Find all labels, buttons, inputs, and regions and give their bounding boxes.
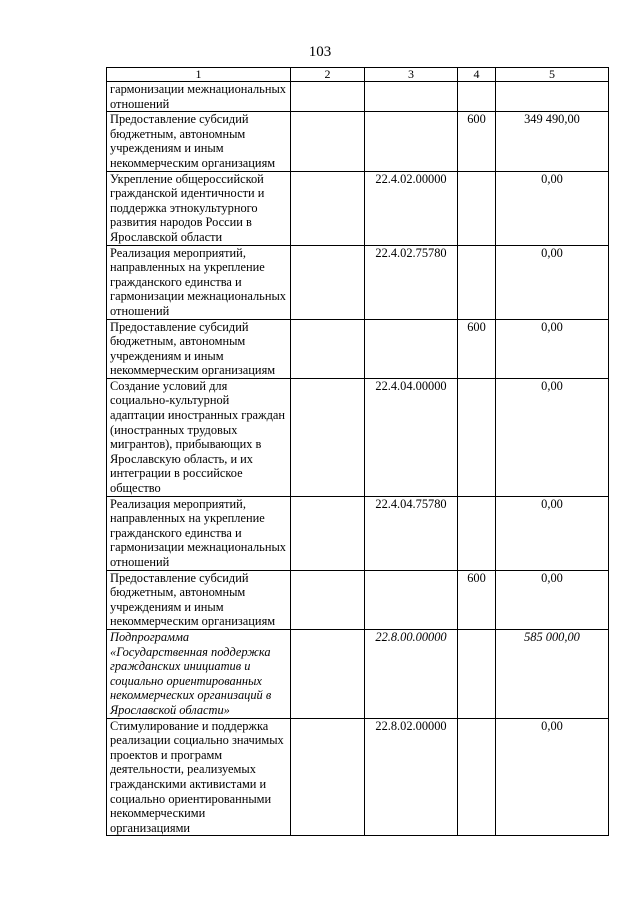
row-name: Создание условий для социально-культурной адаптации иностранных граждан (иностранных трудовых мигрантов), прибывающих в Ярославскую область, и их интеграции в российское общество — [107, 378, 291, 496]
row-code — [365, 82, 458, 112]
row-amount: 349 490,00 — [496, 112, 609, 171]
row-name: Предоставление субсидий бюджетным, автономным учреждениям и иным некоммерческим организациям — [107, 570, 291, 629]
row-kind: 600 — [458, 319, 496, 378]
table-row — [107, 171, 609, 245]
table-row — [107, 112, 609, 171]
header-row — [107, 68, 609, 82]
header-cell-3: 3 — [365, 68, 458, 82]
row-col2 — [291, 82, 365, 112]
table-row — [107, 319, 609, 378]
table-row — [107, 245, 609, 319]
budget-table — [106, 67, 609, 836]
row-name: Подпрограмма «Государственная поддержка гражданских инициатив и социально ориентированных некоммерческих организаций в Ярославской области» — [107, 629, 291, 718]
row-col2 — [291, 496, 365, 570]
row-code: 22.4.04.75780 — [365, 496, 458, 570]
row-amount: 585 000,00 — [496, 629, 609, 718]
row-code: 22.8.02.00000 — [365, 718, 458, 836]
row-code: 22.4.02.75780 — [365, 245, 458, 319]
table-row — [107, 718, 609, 836]
row-kind — [458, 378, 496, 496]
row-code: 22.4.04.00000 — [365, 378, 458, 496]
row-col2 — [291, 629, 365, 718]
row-amount: 0,00 — [496, 570, 609, 629]
header-cell-4: 4 — [458, 68, 496, 82]
row-amount: 0,00 — [496, 378, 609, 496]
row-col2 — [291, 171, 365, 245]
row-kind — [458, 82, 496, 112]
row-amount: 0,00 — [496, 171, 609, 245]
table-row — [107, 496, 609, 570]
row-kind — [458, 171, 496, 245]
row-col2 — [291, 319, 365, 378]
row-name: Реализация мероприятий, направленных на укрепление гражданского единства и гармонизации межнациональных отношений — [107, 245, 291, 319]
page-number: 103 — [308, 44, 332, 60]
row-code — [365, 112, 458, 171]
row-col2 — [291, 718, 365, 836]
row-amount: 0,00 — [496, 718, 609, 836]
row-name: Стимулирование и поддержка реализации социально значимых проектов и программ деятельности, реализуемых гражданскими активистами и социально ориентированными некоммерческими организациями — [107, 718, 291, 836]
row-amount: 0,00 — [496, 245, 609, 319]
row-kind: 600 — [458, 570, 496, 629]
row-name: Укрепление общероссийской гражданской идентичности и поддержка этнокультурного развития народов России в Ярославской области — [107, 171, 291, 245]
row-name: Предоставление субсидий бюджетным, автономным учреждениям и иным некоммерческим организациям — [107, 112, 291, 171]
row-code: 22.4.02.00000 — [365, 171, 458, 245]
row-kind: 600 — [458, 112, 496, 171]
row-amount: 0,00 — [496, 496, 609, 570]
row-kind — [458, 629, 496, 718]
row-code: 22.8.00.00000 — [365, 629, 458, 718]
table-row — [107, 378, 609, 496]
row-amount — [496, 82, 609, 112]
header-cell-5: 5 — [496, 68, 609, 82]
row-col2 — [291, 245, 365, 319]
row-code — [365, 570, 458, 629]
row-col2 — [291, 378, 365, 496]
row-kind — [458, 496, 496, 570]
row-kind — [458, 718, 496, 836]
header-cell-1: 1 — [107, 68, 291, 82]
table-row — [107, 570, 609, 629]
row-col2 — [291, 112, 365, 171]
row-code — [365, 319, 458, 378]
row-name: гармонизации межнациональных отношений — [107, 82, 291, 112]
header-cell-2: 2 — [291, 68, 365, 82]
table-row — [107, 82, 609, 112]
row-name: Предоставление субсидий бюджетным, автономным учреждениям и иным некоммерческим организациям — [107, 319, 291, 378]
row-col2 — [291, 570, 365, 629]
table-row-subprogram — [107, 629, 609, 718]
row-kind — [458, 245, 496, 319]
row-amount: 0,00 — [496, 319, 609, 378]
row-name: Реализация мероприятий, направленных на укрепление гражданского единства и гармонизации межнациональных отношений — [107, 496, 291, 570]
